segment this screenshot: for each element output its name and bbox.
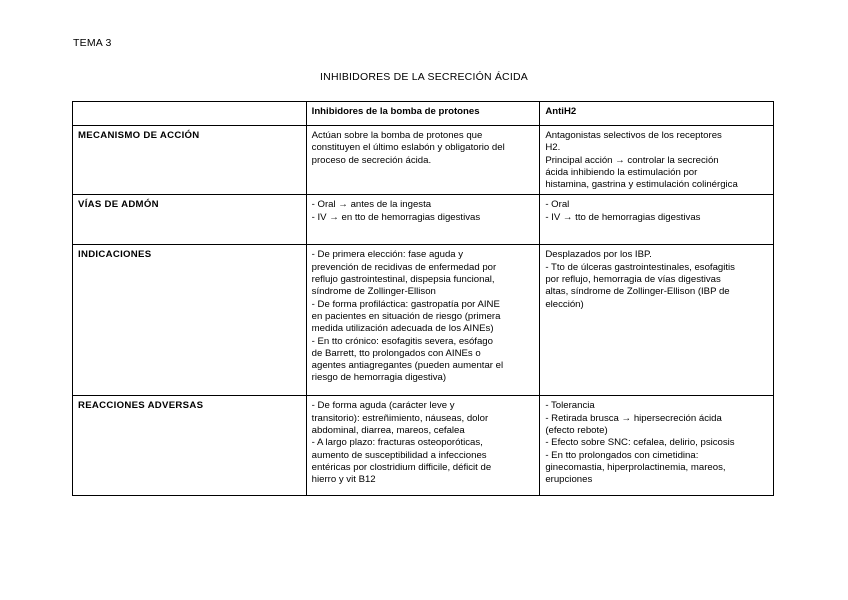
cell-ibp-vias: - Oral → antes de la ingesta - IV → en tto de hemorragias digestivas <box>306 195 540 245</box>
table-row <box>73 126 774 195</box>
row-label-indicaciones: INDICACIONES <box>73 245 307 396</box>
comparison-table <box>72 101 774 496</box>
table-header-row <box>73 102 774 126</box>
table-row <box>73 195 774 245</box>
cell-antih2-indicaciones: Desplazados por los IBP. - Tto de úlceras gastrointestinales, esofagitis por reflujo, hemorragia de vías digestivas altas, síndrome de Zollinger-Ellison (IBP de elección) <box>540 245 774 396</box>
header-cell-empty <box>73 102 307 126</box>
row-label-vias: VÍAS DE ADMÓN <box>73 195 307 245</box>
cell-ibp-reacciones: - De forma aguda (carácter leve y transitorio): estreñimiento, náuseas, dolor abdominal, diarrea, mareos, cefalea - A largo plazo: fracturas osteoporóticas, aumento de susceptibilidad a infecciones entéricas por clostridium difficile, déficit de hierro y vit B12 <box>306 396 540 496</box>
row-label-mecanismo: MECANISMO DE ACCIÓN <box>73 126 307 195</box>
cell-ibp-mecanismo: Actúan sobre la bomba de protones que constituyen el último eslabón y obligatorio del proceso de secreción ácida. <box>306 126 540 195</box>
table-row <box>73 396 774 496</box>
header-cell-ibp: Inhibidores de la bomba de protones <box>306 102 540 126</box>
cell-antih2-vias: - Oral - IV → tto de hemorragias digestivas <box>540 195 774 245</box>
row-label-reacciones: REACCIONES ADVERSAS <box>73 396 307 496</box>
page-label: TEMA 3 <box>73 37 112 49</box>
table-row <box>73 245 774 396</box>
cell-antih2-mecanismo: Antagonistas selectivos de los receptores H2. Principal acción → controlar la secreción ácida inhibiendo la estimulación por histamina, gastrina y estimulación colinérgica <box>540 126 774 195</box>
cell-antih2-reacciones: - Tolerancia - Retirada brusca → hipersecreción ácida (efecto rebote) - Efecto sobre SNC: cefalea, delirio, psicosis - En tto prolongados con cimetidina: ginecomastia, hiperprolactinemia, mareos, erupciones <box>540 396 774 496</box>
document-title: INHIBIDORES DE LA SECRECIÓN ÁCIDA <box>320 71 528 83</box>
header-cell-antih2: AntiH2 <box>540 102 774 126</box>
cell-ibp-indicaciones: - De primera elección: fase aguda y prevención de recidivas de enfermedad por reflujo gastrointestinal, dispepsia funcional, síndrome de Zollinger-Ellison - De forma profiláctica: gastropatía por AINE en pacientes en situación de riesgo (primera medida utilización adecuada de los AINEs) - En tto crónico: esofagitis severa, esófago de Barrett, tto prolongados con AINEs o agentes antiagregantes (pueden aumentar el riesgo de hemorragia digestiva) <box>306 245 540 396</box>
